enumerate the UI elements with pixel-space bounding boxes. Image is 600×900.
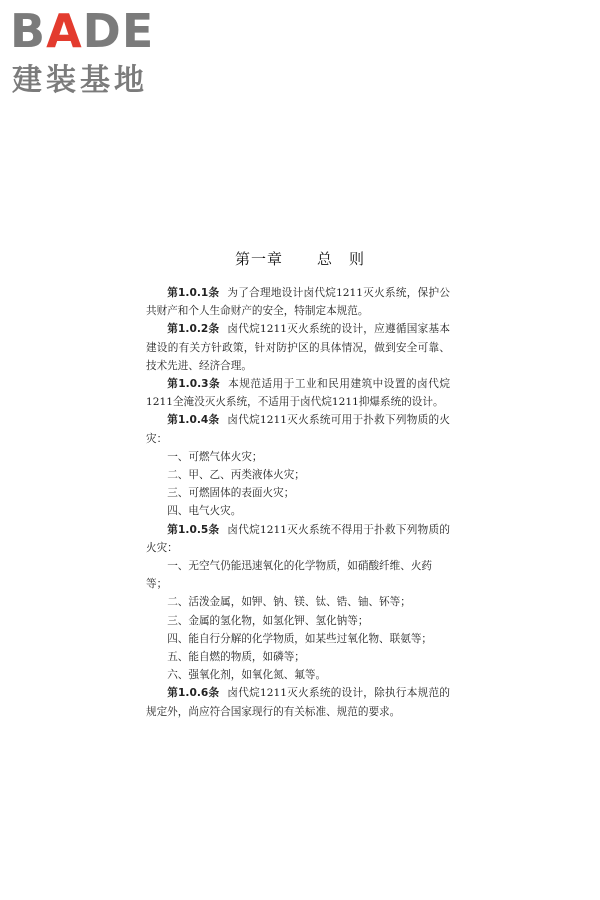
logo-subtitle: 建装基地 [12,63,148,98]
clause-text: 一、无空气仍能迅速氧化的化学物质，如硝酸纤维、火药等； [146,560,433,591]
clause-text: 卤代烷1211灭火系统不得用于扑救下列物质的火灾： [146,523,450,554]
clause-number: 第1.0.1条 [167,287,220,299]
clause-paragraph [146,411,450,447]
list-item [146,612,450,630]
clause-text: 为了合理地设计卤代烷1211灭火系统，保护公共财产和个人生命财产的安全，特制定本规范。 [146,287,450,318]
bade-logo [10,6,180,96]
clause-text: 四、电气火灾。 [167,505,242,518]
clause-number: 第1.0.5条 [167,523,220,536]
chapter-number: 第一章 [234,250,283,268]
logo-wordmark: BADE [10,4,155,58]
clause-text: 卤代烷1211灭火系统可用于扑救下列物质的火灾： [146,414,450,445]
clause-text: 三、金属的氢化物，如氢化钾、氢化钠等； [167,614,369,627]
clause-text: 三、可燃固体的表面火灾； [167,487,295,500]
clause-text: 卤代烷1211灭火系统的设计，除执行本规范的规定外，尚应符合国家现行的有关标准、规范的要求。 [146,687,450,718]
clause-text: 四、能自行分解的化学物质，如某些过氧化物、联氨等； [167,632,433,645]
list-item [146,666,450,684]
list-item [146,502,450,520]
list-item [146,630,450,648]
clause-paragraph [146,684,450,720]
clause-paragraph [146,284,450,320]
clause-text: 本规范适用于工业和民用建筑中设置的卤代烷1211全淹没灭火系统，不适用于卤代烷1211抑爆系统的设计。 [146,378,450,409]
clause-paragraph [146,375,450,411]
clause-paragraph [146,320,450,375]
chapter-title [0,248,600,269]
document-body [146,284,450,721]
clause-text: 六、强氧化剂，如氧化氮、氟等。 [167,669,327,682]
logo-accent-letter: A [46,4,83,58]
clause-text: 卤代烷1211灭火系统的设计，应遵循国家基本建设的有关方针政策，针对防护区的具体情况，做到安全可靠、技术先进、经济合理。 [146,323,450,372]
clause-paragraph [146,521,450,557]
clause-text: 一、可燃气体火灾； [167,450,263,463]
clause-text: 二、活泼金属，如钾、钠、镁、钛、锆、铀、钚等； [167,596,411,609]
clause-text: 二、甲、乙、丙类液体火灾； [167,469,305,482]
list-item [146,466,450,484]
chapter-name: 总 则 [317,250,366,268]
clause-number: 第1.0.3条 [167,378,221,391]
list-item [146,593,450,611]
clause-text: 五、能自燃的物质，如磷等； [167,651,305,664]
list-item [146,448,450,466]
list-item [146,484,450,502]
clause-number: 第1.0.6条 [167,687,220,700]
clause-number: 第1.0.2条 [167,323,220,336]
list-item [146,648,450,666]
list-item [146,557,450,593]
clause-number: 第1.0.4条 [167,414,220,427]
